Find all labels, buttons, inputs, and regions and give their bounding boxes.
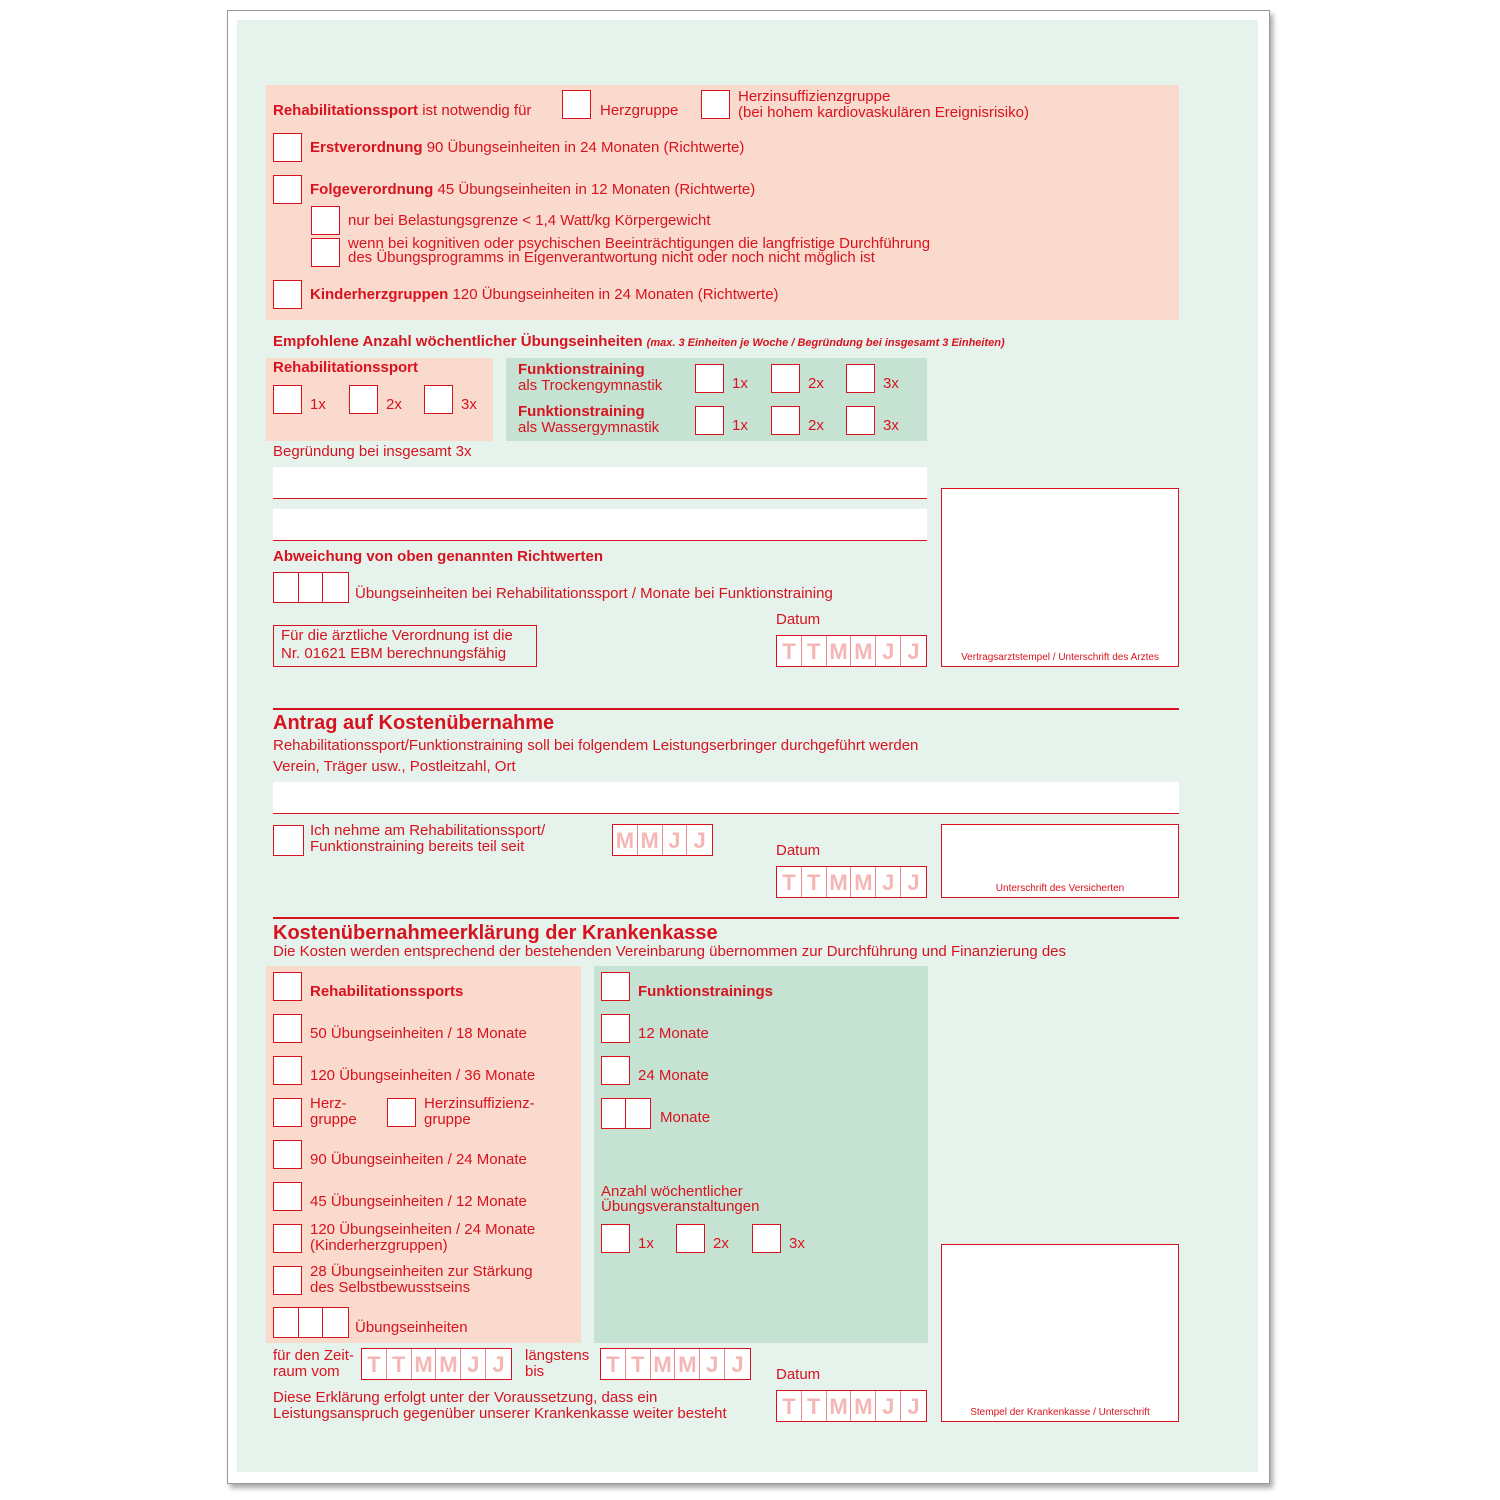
folgeverordnung-checkbox[interactable] (273, 175, 302, 204)
date-placeholder: M (851, 636, 876, 666)
ft-wasser-1x-label: 1x (732, 417, 748, 434)
versicherter-signature-label: Unterschrift des Versicherten (995, 883, 1125, 894)
ebm-note-line1: Für die ärztliche Verordnung ist die (281, 627, 513, 644)
kk-reha-label: Rehabilitationssports (310, 983, 464, 1000)
kk-2x-checkbox[interactable] (676, 1224, 705, 1253)
bereits-teil-sublabel: Funktionstraining bereits teil seit (310, 838, 525, 855)
begruendung-label: Begründung bei insgesamt 3x (273, 443, 472, 460)
ft-wasser-2x-checkbox[interactable] (771, 406, 800, 435)
date-placeholder: J (876, 867, 901, 897)
kk-reha-checkbox[interactable] (273, 972, 302, 1001)
bis-sublabel: bis (525, 1363, 545, 1380)
versicherter-date-field[interactable] (776, 866, 927, 898)
kk-ft-12-checkbox[interactable] (601, 1014, 630, 1043)
kk-1x-label: 1x (638, 1235, 654, 1252)
kk-28-checkbox[interactable] (273, 1266, 302, 1295)
ft-trocken-2x-checkbox[interactable] (771, 364, 800, 393)
herzgruppe-label: Herzgruppe (600, 102, 679, 119)
versicherter-datum-label: Datum (776, 842, 821, 859)
krankenkasse-stamp-label: Stempel der Krankenkasse / Unterschrift (970, 1407, 1150, 1418)
kk-120-36-checkbox[interactable] (273, 1056, 302, 1085)
kk-herzinsuff-checkbox[interactable] (387, 1098, 416, 1127)
ft-trocken-sublabel: als Trockengymnastik (518, 377, 663, 394)
date-placeholder: T (626, 1349, 651, 1379)
begruendung-field-1[interactable] (273, 467, 927, 499)
antrag-title: Antrag auf Kostenübernahme (273, 712, 555, 734)
ft-trocken-1x-checkbox[interactable] (695, 364, 724, 393)
bereits-teil-checkbox[interactable] (273, 825, 304, 856)
bis-label: längstens (525, 1347, 590, 1364)
folgeverordnung-label: Folgeverordnung 45 Übungseinheiten in 12 Monaten (Richtwerte) (310, 181, 756, 198)
kk-ft-custom-months-label: Monate (660, 1109, 711, 1126)
ft-wasser-3x-checkbox[interactable] (846, 406, 875, 435)
date-placeholder: M (638, 825, 663, 855)
bereits-teil-month-field[interactable] (612, 824, 713, 856)
abweichung-number-cells[interactable] (273, 572, 349, 603)
date-placeholder: M (651, 1349, 676, 1379)
ebm-note-line2: Nr. 01621 EBM berechnungsfähig (281, 645, 507, 662)
kk-120-24-checkbox[interactable] (273, 1224, 302, 1253)
date-placeholder: J (731, 1352, 744, 1377)
reha-2x-label: 2x (386, 396, 402, 413)
kk-90-label: 90 Übungseinheiten / 24 Monate (310, 1151, 527, 1168)
herzinsuffizienz-label: Herzinsuffizienzgruppe (738, 88, 891, 105)
abweichung-label: Abweichung von oben genannten Richtwerten (273, 548, 604, 565)
krankenkasse-stamp-box[interactable] (941, 1244, 1179, 1422)
belastungsgrenze-checkbox[interactable] (311, 206, 340, 235)
erklaerung-line2: Leistungsanspruch gegenüber unserer Krankenkasse weiter besteht (273, 1405, 727, 1422)
kk-date-field[interactable] (776, 1390, 927, 1422)
kk-3x-label: 3x (789, 1235, 805, 1252)
date-placeholder: M (851, 1391, 876, 1421)
kk-herzinsuff-sublabel: gruppe (424, 1111, 471, 1128)
date-placeholder: M (412, 1349, 437, 1379)
kk-28-label: 28 Übungseinheiten zur Stärkung (310, 1263, 533, 1280)
kk-custom-units-cells[interactable] (273, 1307, 349, 1338)
ft-trocken-label: Funktionstraining (518, 361, 645, 378)
kk-90-checkbox[interactable] (273, 1140, 302, 1169)
kognitiv-label: wenn bei kognitiven oder psychischen Beeinträchtigungen die langfristige Durchführung (348, 235, 931, 252)
date-placeholder: T (802, 1391, 827, 1421)
date-placeholder: J (461, 1349, 486, 1379)
kk-herzgruppe-label: Herz- (310, 1095, 347, 1112)
herzgruppe-checkbox[interactable] (562, 90, 591, 119)
erklaerung-line1: Diese Erklärung erfolgt unter der Voraussetzung, dass ein (273, 1389, 658, 1406)
herzinsuffizienz-sublabel: (bei hohem kardiovaskulären Ereignisrisiko) (738, 104, 1029, 121)
kk-2x-label: 2x (713, 1235, 729, 1252)
kk-1x-checkbox[interactable] (601, 1224, 630, 1253)
date-placeholder: J (876, 636, 901, 666)
kk-50-checkbox[interactable] (273, 1014, 302, 1043)
date-placeholder: M (851, 867, 876, 897)
kinderherzgruppen-checkbox[interactable] (273, 280, 302, 309)
antrag-line1: Rehabilitationssport/Funktionstraining soll bei folgendem Leistungserbringer durchgeführt werden (273, 737, 919, 754)
versicherter-signature-box[interactable] (941, 824, 1179, 898)
kinderherzgruppen-label: Kinderherzgruppen 120 Übungseinheiten in 24 Monaten (Richtwerte) (310, 286, 779, 303)
arzt-datum-label: Datum (776, 611, 821, 628)
kk-herzgruppe-checkbox[interactable] (273, 1098, 302, 1127)
arzt-stamp-box[interactable] (941, 488, 1179, 667)
kk-herzgruppe-sublabel: gruppe (310, 1111, 357, 1128)
date-placeholder: M (827, 1391, 852, 1421)
zeitraum-von-date-field[interactable] (361, 1348, 512, 1380)
antrag-line2: Verein, Träger usw., Postleitzahl, Ort (273, 758, 516, 775)
kognitiv-checkbox[interactable] (311, 238, 340, 267)
date-placeholder: M (675, 1349, 700, 1379)
ft-trocken-3x-checkbox[interactable] (846, 364, 875, 393)
date-placeholder: M (827, 867, 852, 897)
date-placeholder: T (601, 1349, 626, 1379)
reha-3x-label: 3x (461, 396, 477, 413)
indication-title: Rehabilitationssport ist notwendig für (273, 102, 532, 119)
date-placeholder: M (827, 636, 852, 666)
date-placeholder: J (907, 1394, 920, 1419)
ft-wasser-sublabel: als Wassergymnastik (518, 419, 660, 436)
ft-trocken-3x-label: 3x (883, 375, 899, 392)
kostenuebernahme-subtitle: Die Kosten werden entsprechend der bestehenden Vereinbarung übernommen zur Durchführung und Finanzierung des (273, 943, 1067, 960)
arzt-stamp-label: Vertragsarztstempel / Unterschrift des Arztes (961, 652, 1159, 663)
date-placeholder: J (700, 1349, 725, 1379)
reha-2x-checkbox[interactable] (349, 385, 378, 414)
date-placeholder: T (777, 1391, 802, 1421)
ft-wasser-label: Funktionstraining (518, 403, 645, 420)
belastungsgrenze-label: nur bei Belastungsgrenze < 1,4 Watt/kg Körpergewicht (348, 212, 711, 229)
date-placeholder: M (613, 825, 638, 855)
arzt-date-field[interactable] (776, 635, 927, 667)
kk-120-24-sublabel: (Kinderherzgruppen) (310, 1237, 448, 1254)
erstverordnung-label: Erstverordnung 90 Übungseinheiten in 24 Monaten (Richtwerte) (310, 139, 745, 156)
weekly-units-title: Empfohlene Anzahl wöchentlicher Übungseinheiten (max. 3 Einheiten je Woche / Begründung bei insgesamt 3 Einheiten) (273, 333, 1005, 350)
date-placeholder: T (777, 636, 802, 666)
kk-120-24-label: 120 Übungseinheiten / 24 Monate (310, 1221, 536, 1238)
kk-ft-custom-months-cells[interactable] (601, 1098, 651, 1129)
reha-weekly-label: Rehabilitationssport (273, 359, 419, 376)
kk-3x-checkbox[interactable] (752, 1224, 781, 1253)
date-placeholder: T (802, 636, 827, 666)
abweichung-text: Übungseinheiten bei Rehabilitationssport / Monate bei Funktionstraining (355, 585, 833, 602)
bereits-teil-label: Ich nehme am Rehabilitationssport/ (310, 822, 546, 839)
kk-ft-24-label: 24 Monate (638, 1067, 709, 1084)
kk-anzahl-sublabel: Übungsveranstaltungen (601, 1198, 760, 1215)
date-placeholder: J (907, 870, 920, 895)
kk-ft-checkbox[interactable] (601, 972, 630, 1001)
date-placeholder: J (876, 1391, 901, 1421)
kk-datum-label: Datum (776, 1366, 821, 1383)
kk-herzinsuff-label: Herzinsuffizienz- (424, 1095, 535, 1112)
kk-custom-units-label: Übungseinheiten (355, 1319, 468, 1336)
kk-120-36-label: 120 Übungseinheiten / 36 Monate (310, 1067, 536, 1084)
reha-1x-label: 1x (310, 396, 326, 413)
reha-1x-checkbox[interactable] (273, 385, 302, 414)
kk-ft-24-checkbox[interactable] (601, 1056, 630, 1085)
date-placeholder: T (387, 1349, 412, 1379)
indication-panel (266, 85, 1179, 320)
date-placeholder: J (492, 1352, 505, 1377)
kk-ft-12-label: 12 Monate (638, 1025, 709, 1042)
ft-trocken-1x-label: 1x (732, 375, 748, 392)
ft-trocken-2x-label: 2x (808, 375, 824, 392)
reha-3x-checkbox[interactable] (424, 385, 453, 414)
date-placeholder: J (693, 828, 706, 853)
date-placeholder: J (663, 825, 688, 855)
kk-funktionstraining-panel (594, 966, 928, 1343)
kostenuebernahme-title: Kostenübernahmeerklärung der Krankenkasse (273, 922, 718, 944)
ft-wasser-1x-checkbox[interactable] (695, 406, 724, 435)
zeitraum-sublabel: raum vom (273, 1363, 340, 1380)
kognitiv-sublabel: des Übungsprogramms in Eigenverantwortung nicht oder noch nicht möglich ist (348, 249, 875, 266)
kk-28-sublabel: des Selbstbewusstseins (310, 1279, 471, 1296)
kk-50-label: 50 Übungseinheiten / 18 Monate (310, 1025, 527, 1042)
zeitraum-bis-date-field[interactable] (600, 1348, 751, 1380)
kk-anzahl-label: Anzahl wöchentlicher (601, 1183, 743, 1200)
date-placeholder: T (802, 867, 827, 897)
kk-45-label: 45 Übungseinheiten / 12 Monate (310, 1193, 527, 1210)
section-divider-antrag (273, 708, 1179, 710)
date-placeholder: T (777, 867, 802, 897)
erstverordnung-checkbox[interactable] (273, 133, 302, 162)
date-placeholder: M (436, 1349, 461, 1379)
begruendung-field-2[interactable] (273, 509, 927, 541)
ft-wasser-3x-label: 3x (883, 417, 899, 434)
herzinsuffizienz-checkbox[interactable] (701, 90, 730, 119)
date-placeholder: J (907, 639, 920, 664)
zeitraum-label: für den Zeit- (273, 1347, 354, 1364)
kk-45-checkbox[interactable] (273, 1182, 302, 1211)
section-divider-krankenkasse (273, 917, 1179, 919)
date-placeholder: T (362, 1349, 387, 1379)
ebm-note (273, 625, 537, 667)
kk-ft-label: Funktionstrainings (638, 983, 773, 1000)
leistungserbringer-field[interactable] (273, 782, 1179, 814)
ft-wasser-2x-label: 2x (808, 417, 824, 434)
